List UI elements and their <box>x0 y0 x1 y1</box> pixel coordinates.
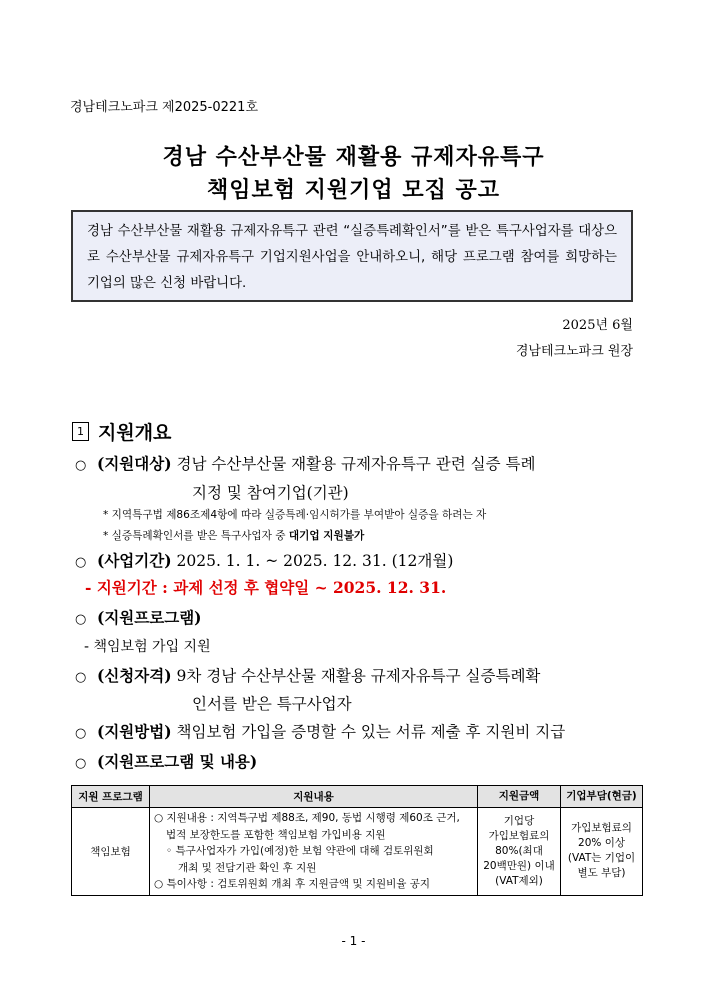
cell-detail <box>150 808 478 896</box>
note-1: * 지역특구법 제86조제4항에 따라 실증특례·임시허가를 부여받아 실증을 하려는 자 <box>103 509 487 521</box>
bullet-icon: ○ <box>75 458 87 473</box>
note-2-bold: 대기업 지원불가 <box>288 530 365 542</box>
item-program <box>75 606 202 628</box>
amount-line: 20백만원) 이내 <box>483 859 555 872</box>
section-number-box: 1 <box>72 422 89 441</box>
detail-line: ○ 지원내용 : 지역특구법 제88조, 제90, 동법 시행령 제60조 근거, <box>154 812 460 824</box>
item-target-cont: 지정 및 참여기업(기관) <box>192 484 349 502</box>
note-2-text: * 실증특례확인서를 받은 특구사업자 중 <box>103 530 289 542</box>
table-row <box>72 808 643 896</box>
table-header-row <box>72 786 643 808</box>
burden-line: 20% 이상 <box>578 837 625 850</box>
item-program-label: (지원프로그램) <box>97 608 202 627</box>
notice-box: 경남 수산부산물 재활용 규제자유특구 관련 “실증특례확인서”를 받은 특구사업자를 대상으로 수산부산물 규제자유특구 기업지원사업을 안내하오니, 해당 프로그램 참여를 희망하는 기업의 많은 신청 바랍니다. <box>71 210 633 302</box>
issuer: 경남테크노파크 원장 <box>515 344 633 359</box>
bullet-icon: ○ <box>75 612 87 627</box>
bullet-icon: ○ <box>75 756 87 771</box>
amount-line: (VAT제외) <box>495 874 543 887</box>
burden-line: (VAT는 기업이 <box>567 852 636 865</box>
program-table <box>71 785 643 896</box>
support-period: - 지원기간 : 과제 선정 후 협약일 ~ 2025. 12. 31. <box>85 578 447 597</box>
item-target-label: (지원대상) <box>97 454 172 473</box>
item-target <box>75 452 535 474</box>
cell-burden <box>561 808 643 896</box>
title-line-2: 책임보험 지원기업 모집 공고 <box>206 178 500 203</box>
section-heading <box>72 418 171 445</box>
detail-line: ○ 특이사항 : 검토위원회 개최 후 지원금액 및 지원비율 공지 <box>154 878 431 890</box>
bullet-icon: ○ <box>75 670 87 685</box>
detail-line: 개최 및 전담기관 확인 후 지원 <box>178 861 317 874</box>
cell-program: 책임보험 <box>72 808 150 896</box>
item-eligibility-label: (신청자격) <box>97 666 172 685</box>
item-content-heading <box>75 750 257 772</box>
item-period-label: (사업기간) <box>97 551 172 570</box>
header-program: 지원 프로그램 <box>72 786 150 808</box>
item-eligibility-text: 9차 경남 수산부산물 재활용 규제자유특구 실증특례확 <box>176 667 541 685</box>
bullet-icon: ○ <box>75 726 87 741</box>
item-eligibility <box>75 664 540 686</box>
item-content-heading-label: (지원프로그램 및 내용) <box>97 752 258 771</box>
title-line-1: 경남 수산부산물 재활용 규제자유특구 <box>162 145 545 170</box>
amount-line: 80%(최대 <box>495 844 543 857</box>
item-period <box>75 549 453 571</box>
bullet-icon: ○ <box>75 555 87 570</box>
header-burden: 기업부담(현금) <box>561 786 643 808</box>
item-target-text: 경남 수산부산물 재활용 규제자유특구 관련 실증 특례 <box>176 455 536 473</box>
item-period-text: 2025. 1. 1. ~ 2025. 12. 31. (12개월) <box>176 552 454 570</box>
burden-line: 가입보험료의 <box>571 822 632 835</box>
amount-line: 가입보험료의 <box>488 829 550 842</box>
burden-line: 별도 부담) <box>577 867 626 880</box>
notice-date: 2025년 6월 <box>562 318 633 333</box>
header-detail: 지원내용 <box>150 786 478 808</box>
section-title: 지원개요 <box>98 422 172 444</box>
note-2 <box>103 528 364 543</box>
item-method <box>75 720 565 742</box>
detail-line: ◦ 특구사업자가 가입(예정)한 보험 약관에 대해 검토위원회 <box>166 845 434 857</box>
program-item: - 책임보험 가입 지원 <box>84 639 211 655</box>
item-method-text: 책임보험 가입을 증명할 수 있는 서류 제출 후 지원비 지급 <box>176 723 566 741</box>
item-eligibility-cont: 인서를 받은 특구사업자 <box>192 695 352 713</box>
amount-line: 기업당 <box>503 814 535 827</box>
item-method-label: (지원방법) <box>97 722 172 741</box>
document-number: 경남테크노파크 제2025-0221호 <box>70 100 259 115</box>
cell-amount <box>478 808 561 896</box>
page-number: - 1 - <box>341 934 366 948</box>
header-amount: 지원금액 <box>478 786 561 808</box>
detail-line: 법적 보장한도를 포함한 책임보험 가입비용 지원 <box>166 828 386 841</box>
